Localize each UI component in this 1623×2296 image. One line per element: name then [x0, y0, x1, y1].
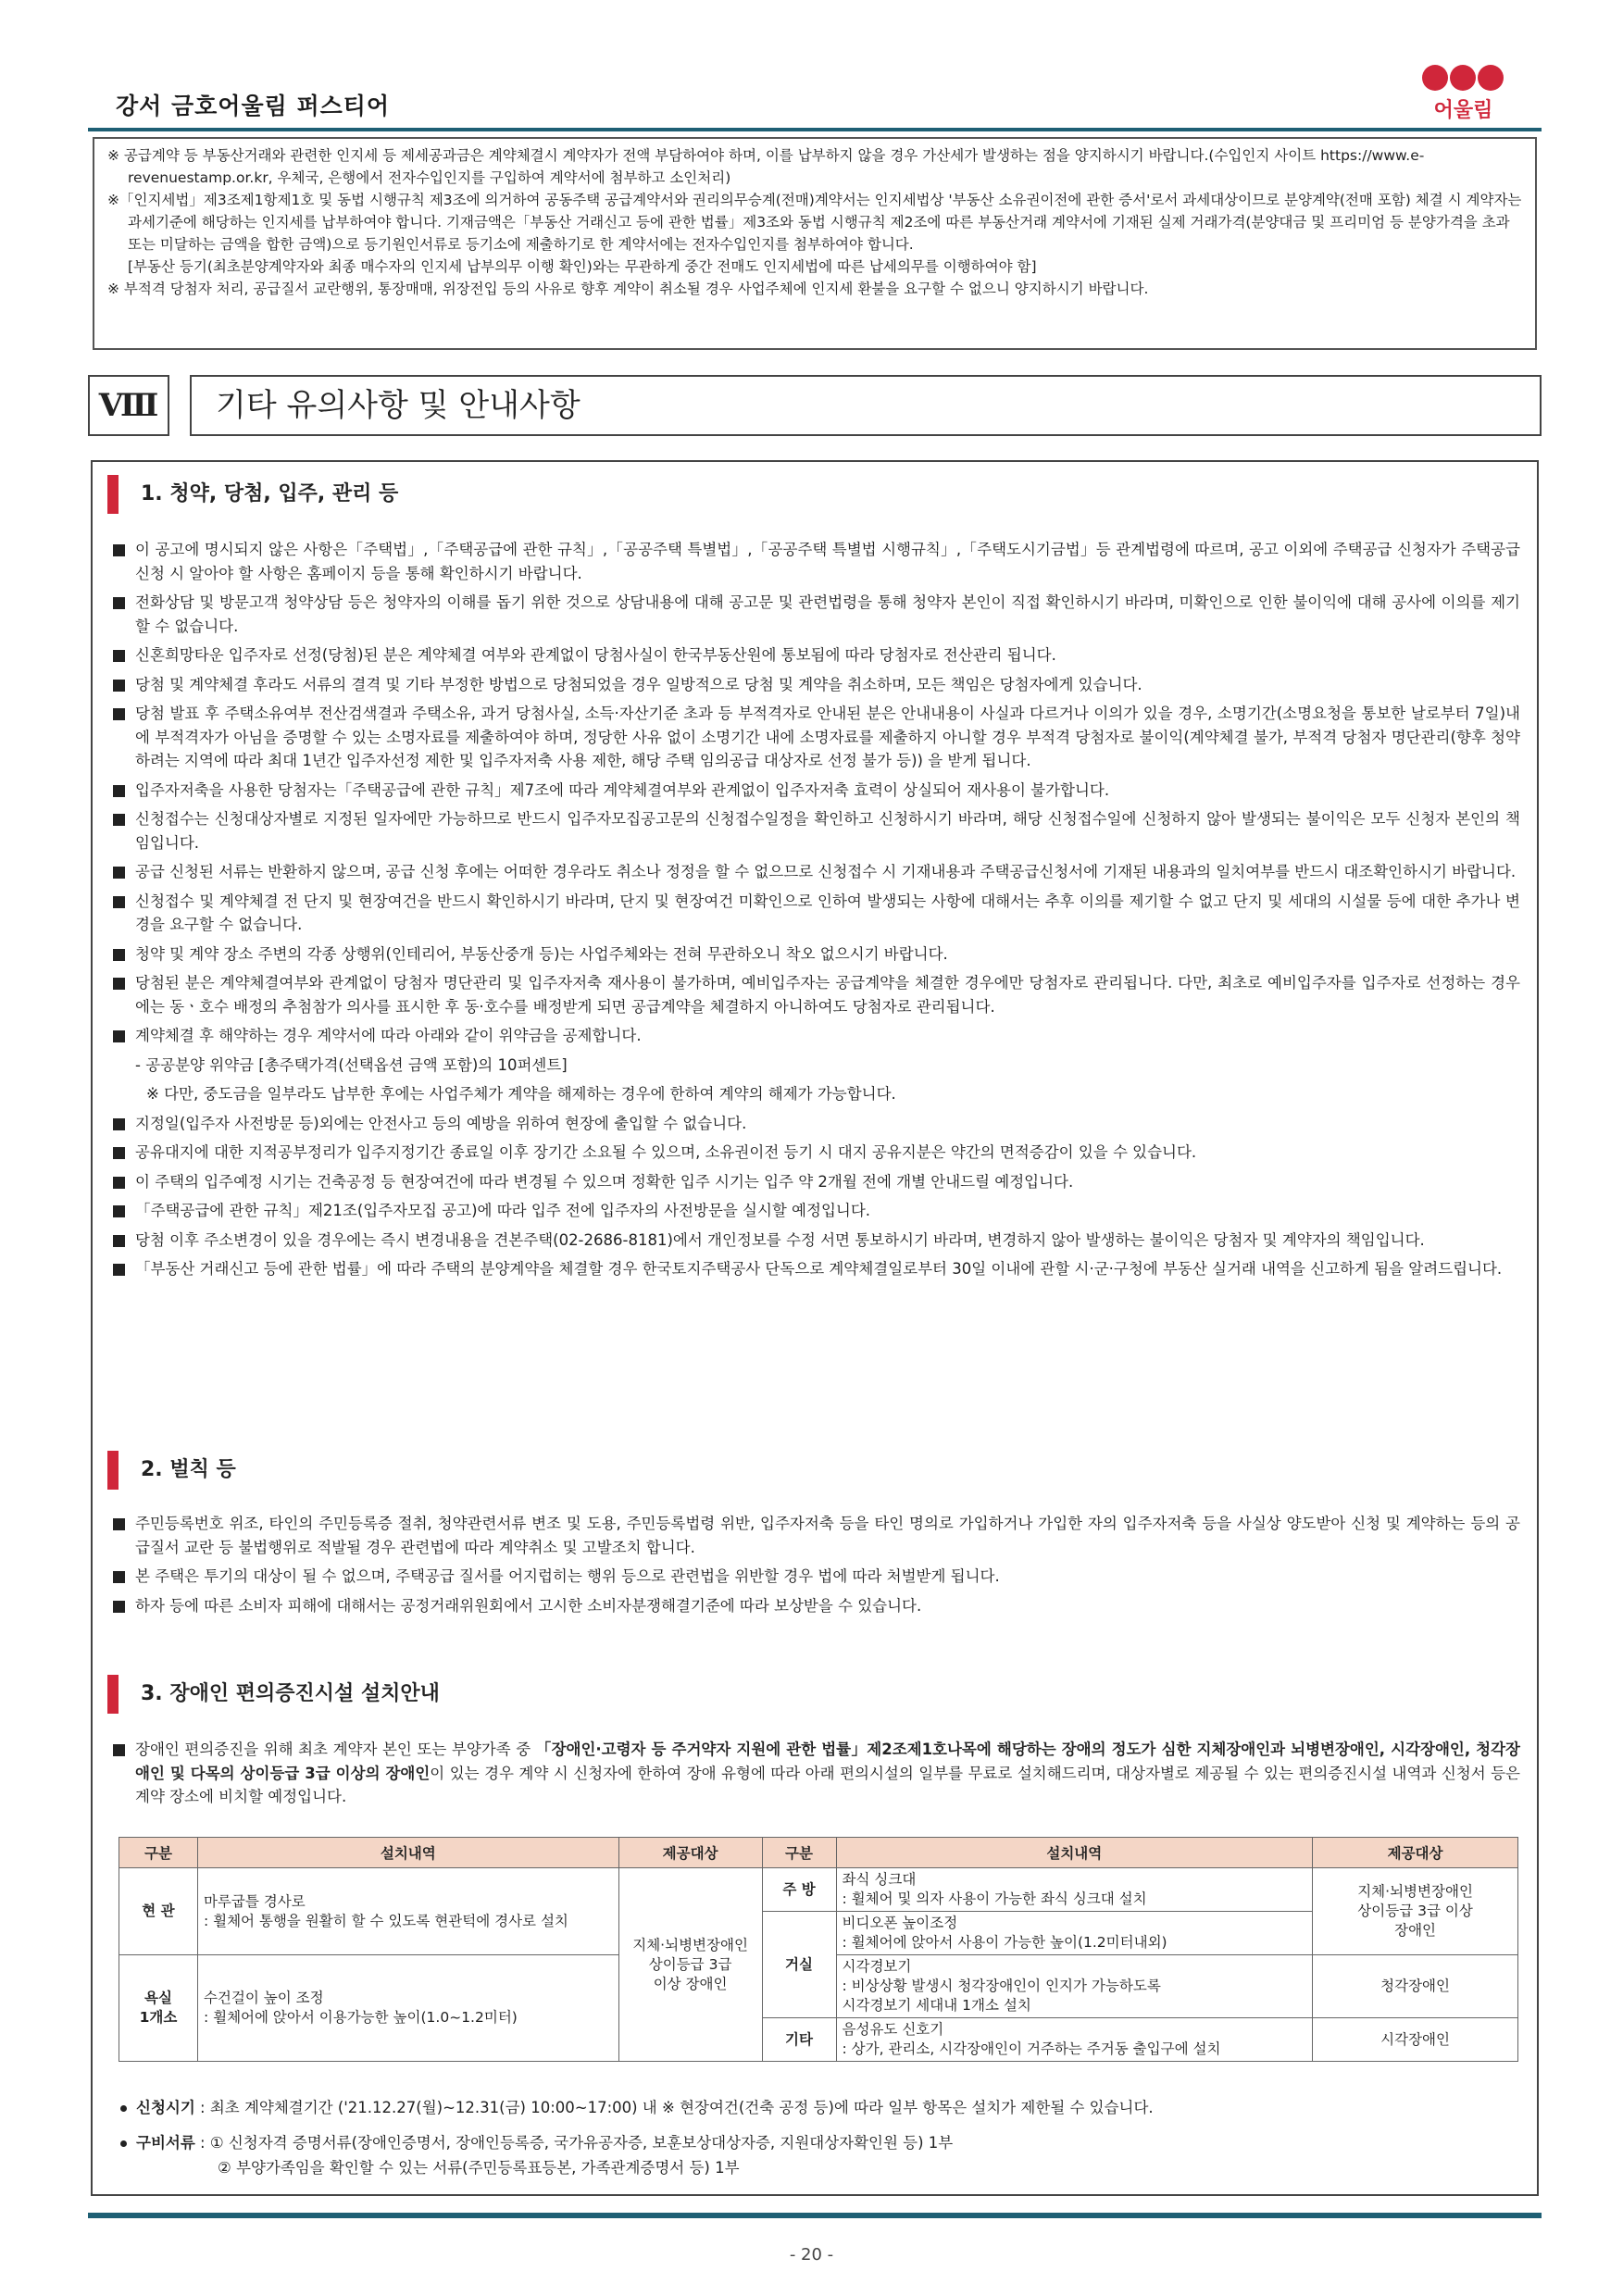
list-item: 신혼희망타운 입주자로 선정(당첨)된 분은 계약체결 여부와 관계없이 당첨사실이 한국부동산원에 통보됨에 따라 당첨자로 전산관리 됩니다.: [113, 643, 1520, 668]
brand-logo: [1415, 65, 1512, 130]
page-number: - 20 -: [789, 2245, 834, 2265]
part1-list: [113, 538, 1520, 1287]
table-cell: 청각장애인: [1313, 1955, 1518, 2018]
table-cell: 시각경보기 : 비상상황 발생시 청각장애인이 인지가 가능하도록 시각경보기 세대내 1개소 설치: [836, 1955, 1313, 2018]
part3-intro: [113, 1738, 1520, 1815]
document-title: 강서 금호어울림 퍼스티어: [116, 93, 391, 119]
square-bullet-icon: [113, 544, 125, 556]
square-bullet-icon: [113, 1147, 125, 1159]
square-bullet-icon: [113, 1264, 125, 1276]
list-item: 「부동산 거래신고 등에 관한 법률」에 따라 주택의 분양계약을 체결할 경우 한국토지주택공사 단독으로 계약체결일로부터 30일 이내에 관할 시·군·구청에 부동산 실거래 내역을 신고하게 됨을 알려드립니다.: [113, 1257, 1520, 1281]
square-bullet-icon: [113, 949, 125, 961]
subsection-heading-2: [107, 1451, 1529, 1490]
footer-divider: [88, 2213, 1542, 2218]
list-item: 본 주택은 투기의 대상이 될 수 없으며, 주택공급 질서를 어지럽히는 행위 등으로 관련법을 위반할 경우 법에 따라 처벌받게 됩니다.: [113, 1565, 1520, 1589]
logo-dot-icon: [1450, 65, 1476, 91]
notice-line: ※ 공급계약 등 부동산거래와 관련한 인지세 등 제세공과금은 계약체결시 계약자가 전액 부담하여야 하며, 이를 납부하지 않을 경우 가산세가 발생하는 점을 양지하시기 바랍니다.(수입인지 사이트 https://www.e-revenuestamp.or.kr, 우체국, 은행에서 전자수입인지를 구입하여 계약서에 첨부하고 소인처리): [107, 147, 1425, 186]
list-item: 당첨 발표 후 주택소유여부 전산검색결과 주택소유, 과거 당첨사실, 소득·자산기준 초과 등 부적격자로 안내된 분은 안내내용이 사실과 다르거나 이의가 있을 경우, 소명기간(소명요청을 통보한 날로부터 7일)내에 부적격자가 아님을 증명할 수 있는 소명자료를 제출하여야 하며, 정당한 사유 없이 소명기간 내에 소명자료를 제출하지 아니할 경우 부적격 당첨자로 불이익(계약체결 불가, 부적격 당첨자 명단관리(향후 청약하려는 지역에 따라 최대 1년간 입주자선정 제한 및 입주자저축 사용 제한, 해당 주택 임의공급 대상자로 선정 불가 등)) 을 받게 됩니다.: [113, 702, 1520, 773]
table-cell: 주 방: [762, 1868, 836, 1912]
list-item: 계약체결 후 해약하는 경우 계약서에 따라 아래와 같이 위약금을 공제합니다.: [113, 1024, 1520, 1048]
list-item: 신청접수 및 계약체결 전 단지 및 현장여건을 반드시 확인하시기 바라며, 단지 및 현장여건 미확인으로 인하여 발생되는 사항에 대해서는 추후 이의를 제기할 수 없고 단지 및 세대의 시설물 등에 대한 추가나 변경을 요구할 수 없습니다.: [113, 890, 1520, 937]
square-bullet-icon: [113, 1118, 125, 1130]
bullet-dot-icon: [120, 2105, 127, 2112]
notice-line: ※「인지세법」제3조제1항제1호 및 동법 시행규칙 제3조에 의거하여 공동주택 공급계약서와 권리의무승계(전매)계약서는 인지세법상 '부동산 소유권이전에 관한 증서'로서 과세대상이므로 분양계약(전매 포함) 체결 시 계약자는 과세기준에 해당하는 인지세를 납부하여야 합니다. 기재금액은「부동산 거래신고 등에 관한 법률」제3조와 동법 시행규칙 제2조에 따른 부동산거래 계약서에 기재된 실제 거래가격(분양대금 및 프리미엄 등 분양가격을 초과 또는 미달하는 금액을 합한 금액)으로 등기원인서류로 등기소에 제출하기로 한 계약서에는 전자수입인지를 첨부하여야 합니다.: [107, 192, 1522, 253]
notice-line: ※ 부적격 당첨자 처리, 공급질서 교란행위, 통장매매, 위장전입 등의 사유로 향후 계약이 취소될 경우 사업주체에 인지세 환불을 요구할 수 없으니 양지하시기 바랍니다.: [107, 281, 1149, 297]
required-documents: 구비서류 : ① 신청자격 증명서류(장애인증명서, 장애인등록증, 국가유공자증, 보훈보상대상자증, 지원대상자확인원 등) 1부: [120, 2131, 953, 2154]
column-header: 제공대상: [1313, 1838, 1518, 1868]
list-item: 당첨 이후 주소변경이 있을 경우에는 즉시 변경내용을 견본주택(02-2686-8181)에서 개인정보를 수정 서면 통보하시기 바라며, 변경하지 않아 발생하는 불이익은 당첨자 및 계약자의 책임입니다.: [113, 1229, 1520, 1253]
penalty-note: ※ 다만, 중도금을 일부라도 납부한 후에는 사업주체가 계약을 해제하는 경우에 한하여 계약의 해제가 가능합니다.: [146, 1085, 896, 1103]
column-header: 구분: [762, 1838, 836, 1868]
bullet-dot-icon: [120, 2140, 127, 2147]
law-reference: 「장애인·고령자 등 주거약자 지원에 관한 법률」제2조제1호나목에 해당하는 장애의 정도가 심한 지체장애인과 뇌병변장애인, 시각장애인, 청각장애인 및 다목의 상이등급 3급 이상의 장애인: [135, 1741, 1520, 1782]
required-documents-2: ② 부양가족임을 확인할 수 있는 서류(주민등록표등본, 가족관계증명서 등) 1부: [218, 2159, 740, 2177]
table-row: [119, 1868, 1518, 1912]
list-item: 이 공고에 명시되지 않은 사항은「주택법」,「주택공급에 관한 규칙」,「공공주택 특별법」,「공공주택 특별법 시행규칙」,「주택도시기금법」등 관계법령에 따르며, 공고 이외에 주택공급 신청자가 주택공급 신청 시 알아야 할 사항은 홈페이지 등을 통해 확인하시기 바랍니다.: [113, 538, 1520, 585]
list-item: 이 주택의 입주예정 시기는 건축공정 등 현장여건에 따라 변경될 수 있으며 정확한 입주 시기는 입주 약 2개월 전에 개별 안내드릴 예정입니다.: [113, 1170, 1520, 1194]
square-bullet-icon: [113, 1601, 125, 1613]
main-content-box: [91, 460, 1539, 2196]
square-bullet-icon: [113, 650, 125, 662]
square-bullet-icon: [113, 597, 125, 609]
subsection-heading-text: 3. 장애인 편의증진시설 설치안내: [141, 1682, 440, 1705]
square-bullet-icon: [113, 785, 125, 797]
list-item: 당첨 및 계약체결 후라도 서류의 결격 및 기타 부정한 방법으로 당첨되었을 경우 일방적으로 당첨 및 계약을 취소하며, 모든 책임은 당첨자에게 있습니다.: [113, 673, 1520, 697]
column-header: 제공대상: [618, 1838, 762, 1868]
list-item: 공급 신청된 서류는 반환하지 않으며, 공급 신청 후에는 어떠한 경우라도 취소나 정정을 할 수 없으므로 신청접수 시 기재내용과 주택공급신청서에 기재된 내용과의 일치여부를 반드시 대조확인하시기 바랍니다.: [113, 860, 1520, 884]
table-cell: 거실: [762, 1912, 836, 2018]
table-cell: 마루굽틀 경사로 : 휠체어 통행을 원활히 할 수 있도록 현관턱에 경사로 설치: [197, 1868, 618, 1955]
list-item: 공유대지에 대한 지적공부정리가 입주지정기간 종료일 이후 장기간 소요될 수 있으며, 소유권이전 등기 시 대지 공유지분은 약간의 면적증감이 있을 수 있습니다.: [113, 1141, 1520, 1165]
table-cell: 음성유도 신호기 : 상가, 관리소, 시각장애인이 거주하는 주거동 출입구에 설치: [836, 2018, 1313, 2062]
table-cell: 수건걸이 높이 조정 : 휠체어에 앉아서 이용가능한 높이(1.0~1.2미터): [197, 1955, 618, 2062]
subsection-heading-text: 1. 청약, 당첨, 입주, 관리 등: [141, 482, 399, 505]
square-bullet-icon: [113, 896, 125, 908]
part2-list: [113, 1512, 1520, 1623]
subsection-heading-1: [107, 475, 1529, 514]
list-item: 주민등록번호 위조, 타인의 주민등록증 절취, 청약관련서류 변조 및 도용, 주민등록법령 위반, 입주자저축 등을 타인 명의로 가입하거나 가입한 자의 입주자저축 등을 사실상 양도받아 신청 및 계약하는 등의 공급질서 교란 등 불법행위로 적발될 경우 관련법에 따라 계약취소 및 고발조치 합니다.: [113, 1512, 1520, 1559]
penalty-line: - 공공분양 위약금 [총주택가격(선택옵션 금액 포함)의 10퍼센트]: [135, 1055, 568, 1074]
column-header: 구분: [119, 1838, 198, 1868]
table-cell: 기타: [762, 2018, 836, 2062]
table-cell: 좌식 싱크대 : 휠체어 및 의자 사용이 가능한 좌식 싱크대 설치: [836, 1868, 1313, 1912]
subsection-heading-text: 2. 벌칙 등: [141, 1458, 236, 1481]
logo-dot-icon: [1478, 65, 1504, 91]
list-item: 하자 등에 따른 소비자 피해에 대해서는 공정거래위원회에서 고시한 소비자분쟁해결기준에 따라 보상받을 수 있습니다.: [113, 1594, 1520, 1618]
square-bullet-icon: [113, 708, 125, 720]
list-item: 전화상담 및 방문고객 청약상담 등은 청약자의 이해를 돕기 위한 것으로 상담내용에 대해 공고문 및 관련법령을 통해 청약자 본인이 직접 확인하시기 바라며, 미확인으로 인한 불이익에 대해 공사에 이의를 제기할 수 없습니다.: [113, 591, 1520, 638]
list-item: 장애인 편의증진을 위해 최초 계약자 본인 또는 부양가족 중 「장애인·고령자 등 주거약자 지원에 관한 법률」제2조제1호나목에 해당하는 장애의 정도가 심한 지체장애인과 뇌병변장애인, 시각장애인, 청각장애인 및 다목의 상이등급 3급 이상의 장애인이 있는 경우 계약 시 신청자에 한하여 장애 유형에 따라 아래 편의시설의 일부를 무료로 설치해드리며, 대상자별로 제공될 수 있는 편의증진시설 내역과 신청서 등은 계약 장소에 비치할 예정입니다.: [113, 1738, 1520, 1809]
list-item: 청약 및 계약 장소 주변의 각종 상행위(인테리어, 부동산중개 등)는 사업주체와는 전혀 무관하오니 착오 없으시기 바랍니다.: [113, 942, 1520, 967]
list-item: 당첨된 분은 계약체결여부와 관계없이 당첨자 명단관리 및 입주자저축 재사용이 불가하며, 예비입주자는 공급계약을 체결한 경우에만 당첨자로 관리됩니다. 다만, 최초로 예비입주자를 입주자로 선정하는 경우에는 동ㆍ호수 배정의 추첨참가 의사를 표시한 후 동·호수를 배정받게 되면 공급계약을 체결하지 아니하여도 당첨자로 관리됩니다.: [113, 971, 1520, 1018]
logo-text: 어울림: [1433, 99, 1493, 122]
subsection-heading-3: [107, 1675, 1529, 1714]
stamp-tax-notice: [93, 137, 1537, 350]
column-header: 설치내역: [836, 1838, 1313, 1868]
table-cell: 현 관: [119, 1868, 198, 1955]
list-item: 지정일(입주자 사전방문 등)외에는 안전사고 등의 예방을 위하여 현장에 출입할 수 없습니다.: [113, 1112, 1520, 1136]
table-cell: 비디오폰 높이조정 : 휠체어에 앉아서 사용이 가능한 높이(1.2미터내외): [836, 1912, 1313, 1955]
list-item: 입주자저축을 사용한 당첨자는「주택공급에 관한 규칙」제7조에 따라 계약체결여부와 관계없이 입주자저축 효력이 상실되어 재사용이 불가합니다.: [113, 779, 1520, 803]
square-bullet-icon: [113, 1744, 125, 1756]
square-bullet-icon: [113, 1571, 125, 1583]
square-bullet-icon: [113, 1235, 125, 1247]
notice-line: [부동산 등기(최초분양계약자와 최종 매수자의 인지세 납부의무 이행 확인)와는 무관하게 중간 전매도 인지세법에 따른 납세의무를 이행하여야 함]: [128, 258, 1037, 275]
list-item: 신청접수는 신청대상자별로 지정된 일자에만 가능하므로 반드시 입주자모집공고문의 신청접수일정을 확인하고 신청하시기 바라며, 해당 신청접수일에 신청하지 않아 발생되는 불이익은 모두 신청자 본인의 책임입니다.: [113, 807, 1520, 855]
list-item: 「주택공급에 관한 규칙」제21조(입주자모집 공고)에 따라 입주 전에 입주자의 사전방문을 실시할 예정입니다.: [113, 1199, 1520, 1223]
table-cell: 시각장애인: [1313, 2018, 1518, 2062]
facility-table: [119, 1837, 1518, 2062]
square-bullet-icon: [113, 867, 125, 879]
square-bullet-icon: [113, 814, 125, 826]
table-cell: 욕실 1개소: [119, 1955, 198, 2062]
section-title: 기타 유의사항 및 안내사항: [190, 375, 1542, 436]
square-bullet-icon: [113, 680, 125, 692]
square-bullet-icon: [113, 1030, 125, 1042]
application-period: 신청시기 : 최초 계약체결기간 ('21.12.27(월)~12.31(금) 10:00~17:00) 내 ※ 현장여건(건축 공정 등)에 따라 일부 항목은 설치가 제한될 수 있습니다.: [120, 2096, 1154, 2119]
logo-dot-icon: [1422, 65, 1448, 91]
square-bullet-icon: [113, 1177, 125, 1189]
square-bullet-icon: [113, 1518, 125, 1530]
table-cell: 지체·뇌병변장애인 상이등급 3급 이상 장애인: [1313, 1868, 1518, 1955]
square-bullet-icon: [113, 978, 125, 990]
table-header-row: [119, 1838, 1518, 1868]
square-bullet-icon: [113, 1205, 125, 1217]
header-divider: [88, 128, 1542, 131]
column-header: 설치내역: [197, 1838, 618, 1868]
section-number: Ⅷ: [88, 375, 169, 436]
table-cell: 지체·뇌병변장애인 상이등급 3급 이상 장애인: [618, 1868, 762, 2062]
